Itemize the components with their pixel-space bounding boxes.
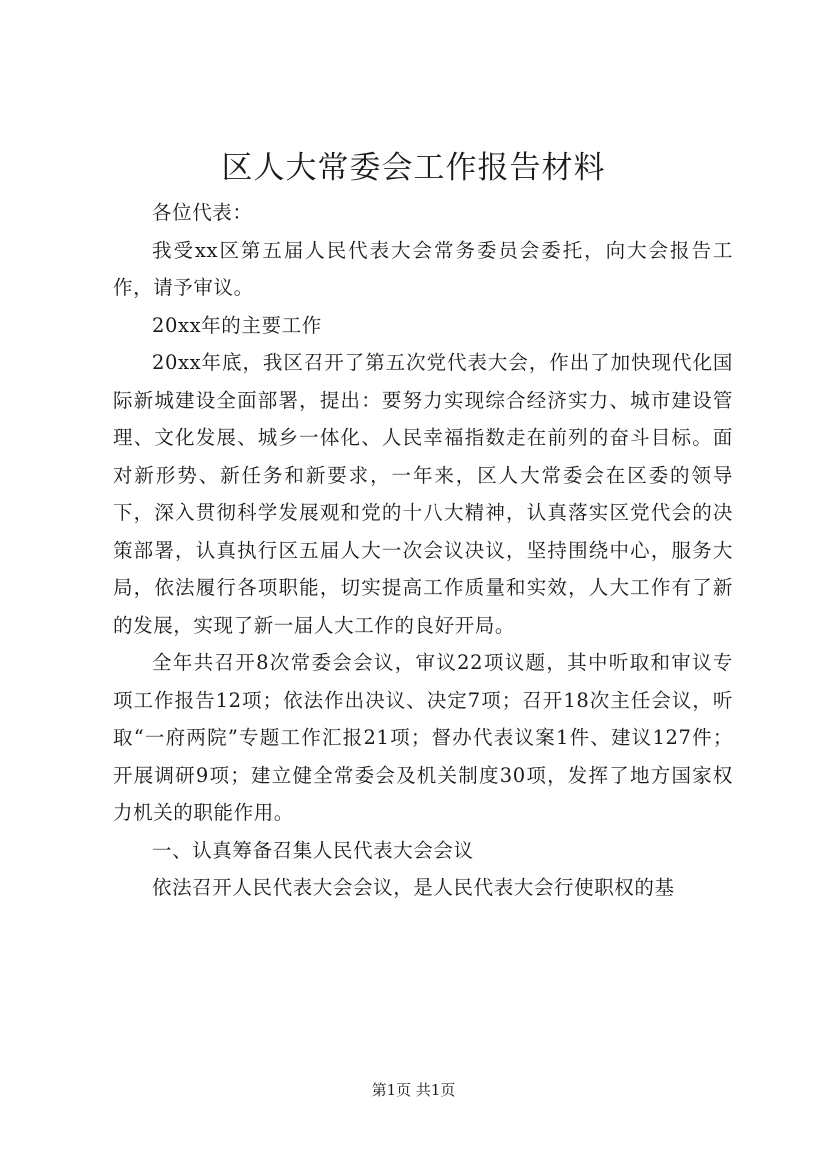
paragraph-overview: 20xx年底，我区召开了第五次党代表大会，作出了加快现代化国际新城建设全面部署，提出：要努力实现综合经济实力、城市建设管理、文化发展、城乡一体化、人民幸福指数走在前列的奋斗目标。面对新形势、新任务和新要求，一年来，区人大常委会在区委的领导下，深入贯彻科学发展观和党的十八大精神，认真落实区党代会的决策部署，认真执行区五届人大一次会议决议，坚持围绕中心，服务大局，依法履行各项职能，切实提高工作质量和实效，人大工作有了新的发展，实现了新一届人大工作的良好开局。 — [113, 351, 733, 637]
paragraph-intro: 我受xx区第五届人民代表大会常务委员会委托，向大会报告工作，请予审议。 — [113, 238, 733, 299]
document-body — [113, 194, 733, 907]
document-title: 区人大常委会工作报告材料 — [221, 150, 606, 186]
paragraph-statistics: 全年共召开8次常委会会议，审议22项议题，其中听取和审议专项工作报告12项；依法作出决议、决定7项；召开18次主任会议，听取“一府两院”专题工作汇报21项；督办代表议案1件、建议127件；开展调研9项；建立健全常委会及机关制度30项，发挥了地方国家权力机关的职能作用。 — [113, 651, 733, 824]
salutation: 各位代表： — [152, 201, 253, 224]
section-heading-main-work: 20xx年的主要工作 — [152, 313, 322, 337]
page-number-footer: 第1页 共1页 — [371, 1081, 456, 1099]
section-heading-one: 一、认真筹备召集人民代表大会会议 — [152, 838, 474, 862]
paragraph-section-one: 依法召开人民代表大会会议，是人民代表大会行使职权的基 — [152, 876, 675, 899]
